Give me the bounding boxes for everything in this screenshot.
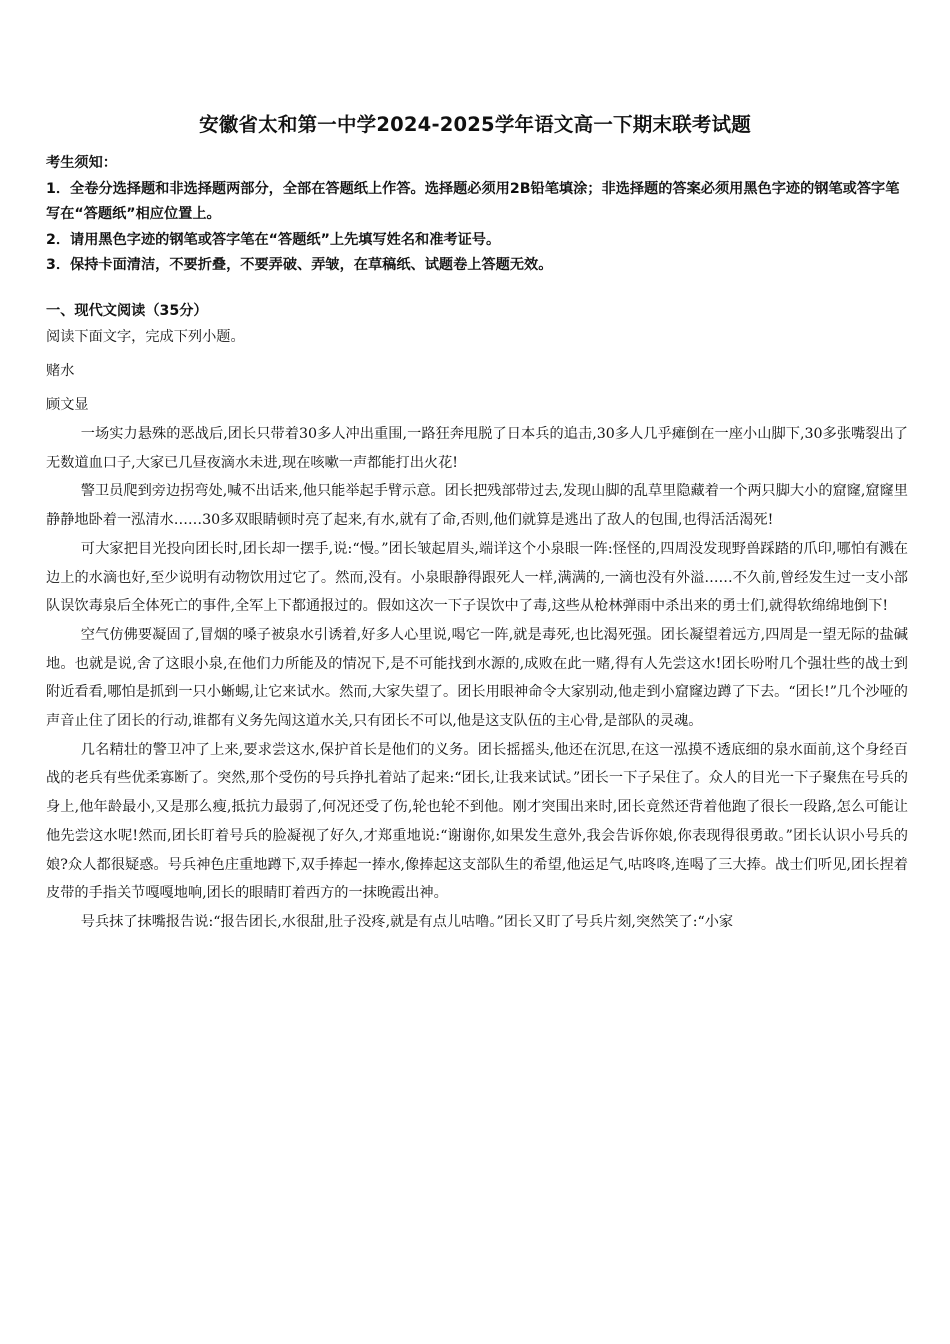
story-paragraph: 空气仿佛要凝固了,冒烟的嗓子被泉水引诱着,好多人心里说,喝它一阵,就是毒死,也比渴死强。团长凝望着远方,四周是一望无际的盐碱地。也就是说,舍了这眼小泉,在他们力所能及的情况下,是不可能找到水源的,成败在此一赌,得有人先尝这水!团长吩咐几个强壮些的战士到附近看看,哪怕是抓到一只小蜥蜴,让它来试水。然而,大家失望了。团长用眼神命令大家别动,他走到小窟窿边蹲了下去。“团长!”几个沙哑的声音止住了团长的行动,谁都有义务先闯这道水关,只有团长不可以,他是这支队伍的主心骨,是部队的灵魂。 [46, 626, 908, 730]
story-paragraph: 警卫员爬到旁边拐弯处,喊不出话来,他只能举起手臂示意。团长把残部带过去,发现山脚的乱草里隐藏着一个两只脚大小的窟窿,窟窿里静静地卧着一泓清水……30多双眼睛顿时亮了起来,有水,就有了命,否则,他们就算是逃出了敌人的包围,也得活活渴死! [46, 483, 908, 529]
story-paragraph: 号兵抹了抹嘴报告说:“报告团长,水很甜,肚子没疼,就是有点儿咕噜。”团长又盯了号兵片刻,突然笑了:“小家 [80, 913, 734, 930]
section-instruction: 阅读下面文字，完成下列小题。 [46, 329, 245, 345]
notice-item-2: 2．请用黑色字迹的钢笔或答字笔在“答题纸”上先填写姓名和准考证号。 [46, 231, 501, 248]
story-body [46, 420, 908, 937]
story-title: 赌水 [46, 363, 75, 379]
story-author: 顾文显 [46, 397, 89, 413]
story-paragraph: 一场实力悬殊的恶战后,团长只带着30多人冲出重围,一路狂奔甩脱了日本兵的追击,30多人几乎瘫倒在一座小山脚下,30多张嘴裂出了无数道血口子,大家已几昼夜滴水未进,现在咳嗽一声都能打出火花! [46, 426, 908, 471]
page-title: 安徽省太和第一中学2024-2025学年语文高一下期末联考试题 [199, 113, 751, 136]
story-paragraph: 可大家把目光投向团长时,团长却一摆手,说:“慢。”团长皱起眉头,端详这个小泉眼一阵:怪怪的,四周没发现野兽踩踏的爪印,哪怕有溅在边上的水滴也好,至少说明有动物饮用过它了。然而,没有。小泉眼静得跟死人一样,满满的,一滴也没有外溢……不久前,曾经发生过一支小部队误饮毒泉后全体死亡的事件,全军上下都通报过的。假如这次一下子误饮中了毒,这些从枪林弹雨中杀出来的勇士们,就得软绵绵地倒下! [46, 540, 908, 615]
section-heading: 一、现代文阅读（35分） [46, 303, 208, 319]
section-reading [46, 299, 904, 419]
exam-notice [46, 151, 904, 279]
notice-item-3: 3．保持卡面清洁，不要折叠，不要弄破、弄皱，在草稿纸、试题卷上答题无效。 [46, 257, 553, 273]
notice-heading: 考生须知： [46, 155, 117, 171]
notice-item-1: 1．全卷分选择题和非选择题两部分，全部在答题纸上作答。选择题必须用2B铅笔填涂；非选择题的答案必须用黑色字迹的钢笔或答字笔写在“答题纸”相应位置上。 [46, 180, 900, 222]
story-paragraph: 几名精壮的警卫冲了上来,要求尝这水,保护首长是他们的义务。团长摇摇头,他还在沉思,在这一泓摸不透底细的泉水面前,这个身经百战的老兵有些优柔寡断了。突然,那个受伤的号兵挣扎着站了起来:“团长,让我来试试。”团长一下子呆住了。众人的目光一下子聚焦在号兵的身上,他年龄最小,又是那么瘦,抵抗力最弱了,何况还受了伤,轮也轮不到他。刚才突围出来时,团长竟然还背着他跑了很长一段路,怎么可能让他先尝这水呢!然而,团长盯着号兵的脸凝视了好久,才郑重地说:“谢谢你,如果发生意外,我会告诉你娘,你表现得很勇敢。”团长认识小号兵的娘?众人都很疑惑。号兵神色庄重地蹲下,双手捧起一捧水,像捧起这支部队生的希望,他运足气,咕咚咚,连喝了三大捧。战士们听见,团长捏着皮带的手指关节嘎嘎地响,团长的眼睛盯着西方的一抹晚霞出神。 [46, 741, 908, 902]
